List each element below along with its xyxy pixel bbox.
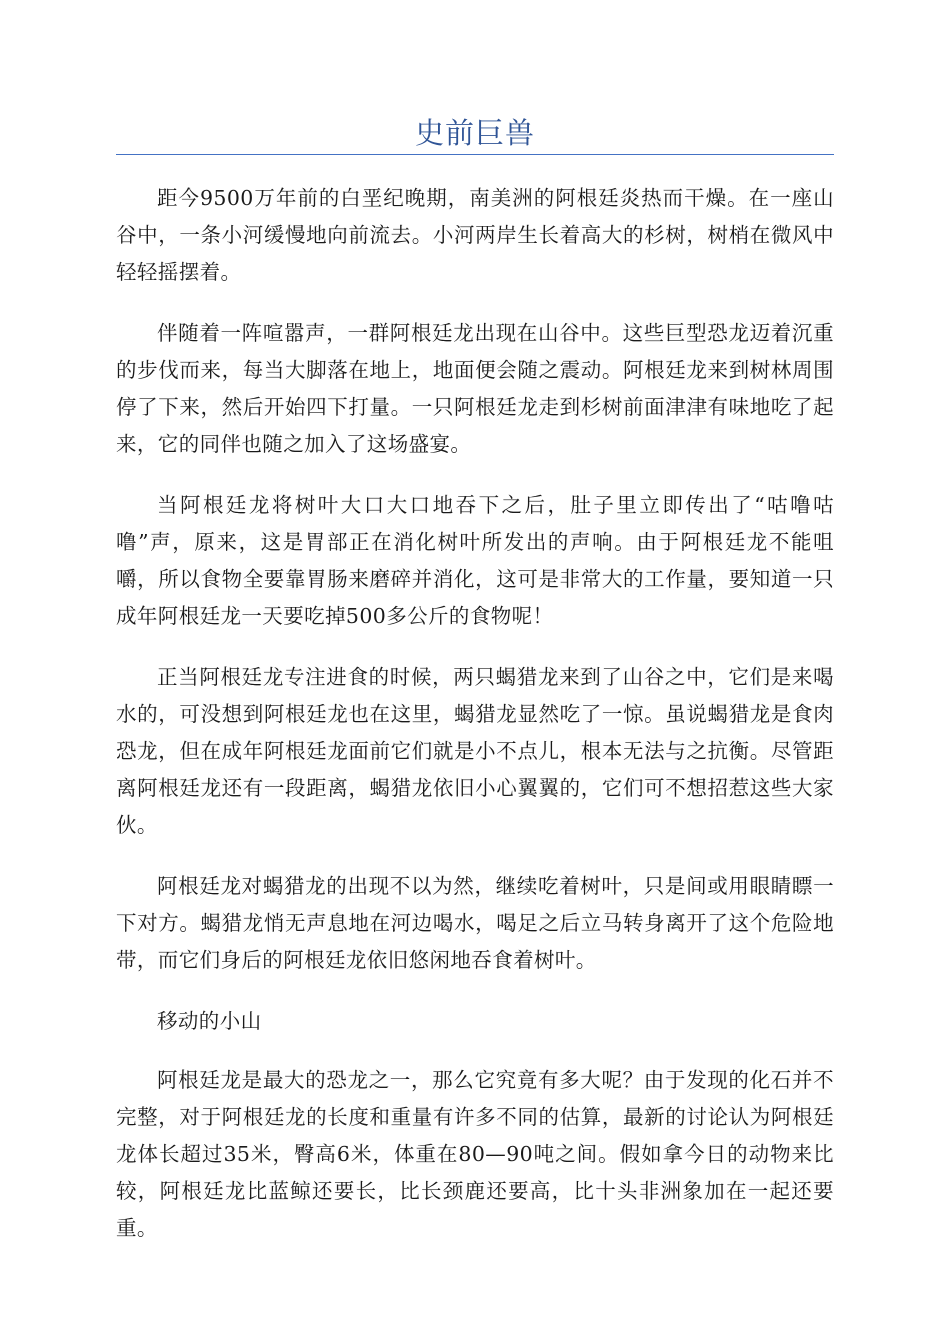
paragraph-4: 正当阿根廷龙专注进食的时候，两只蝎猎龙来到了山谷之中，它们是来喝水的，可没想到阿根廷龙也在这里，蝎猎龙显然吃了一惊。虽说蝎猎龙是食肉恐龙，但在成年阿根廷龙面前它们就是小不点儿，根本无法与之抗衡。尽管距离阿根廷龙还有一段距离，蝎猎龙依旧小心翼翼的，它们可不想招惹这些大家伙。 <box>116 665 834 837</box>
title-underline <box>116 154 834 155</box>
paragraph-6: 阿根廷龙是最大的恐龙之一，那么它究竟有多大呢？由于发现的化石并不完整，对于阿根廷龙的长度和重量有许多不同的估算，最新的讨论认为阿根廷龙体长超过35米，臀高6米，体重在80—90吨之间。假如拿今日的动物来比较，阿根廷龙比蓝鲸还要长，比长颈鹿还要高，比十头非洲象加在一起还要重。 <box>116 1068 834 1240</box>
paragraph-5: 阿根廷龙对蝎猎龙的出现不以为然，继续吃着树叶，只是间或用眼睛瞟一下对方。蝎猎龙悄无声息地在河边喝水，喝足之后立马转身离开了这个危险地带，而它们身后的阿根廷龙依旧悠闲地吞食着树叶。 <box>116 874 834 972</box>
section-heading: 移动的小山 <box>157 1009 262 1033</box>
paragraph-3: 当阿根廷龙将树叶大口大口地吞下之后，肚子里立即传出了“咕噜咕噜”声，原来，这是胃部正在消化树叶所发出的声响。由于阿根廷龙不能咀嚼，所以食物全要靠胃肠来磨碎并消化，这可是非常大的工作量，要知道一只成年阿根廷龙一天要吃掉500多公斤的食物呢！ <box>116 493 834 628</box>
paragraph-2: 伴随着一阵喧嚣声，一群阿根廷龙出现在山谷中。这些巨型恐龙迈着沉重的步伐而来，每当大脚落在地上，地面便会随之震动。阿根廷龙来到树林周围停了下来，然后开始四下打量。一只阿根廷龙走到杉树前面津津有味地吃了起来，它的同伴也随之加入了这场盛宴。 <box>116 321 834 456</box>
paragraph-1: 距今9500万年前的白垩纪晚期，南美洲的阿根廷炎热而干燥。在一座山谷中，一条小河缓慢地向前流去。小河两岸生长着高大的杉树，树梢在微风中轻轻摇摆着。 <box>116 186 834 284</box>
document-body <box>116 180 834 1271</box>
page-title: 史前巨兽 <box>414 116 535 150</box>
